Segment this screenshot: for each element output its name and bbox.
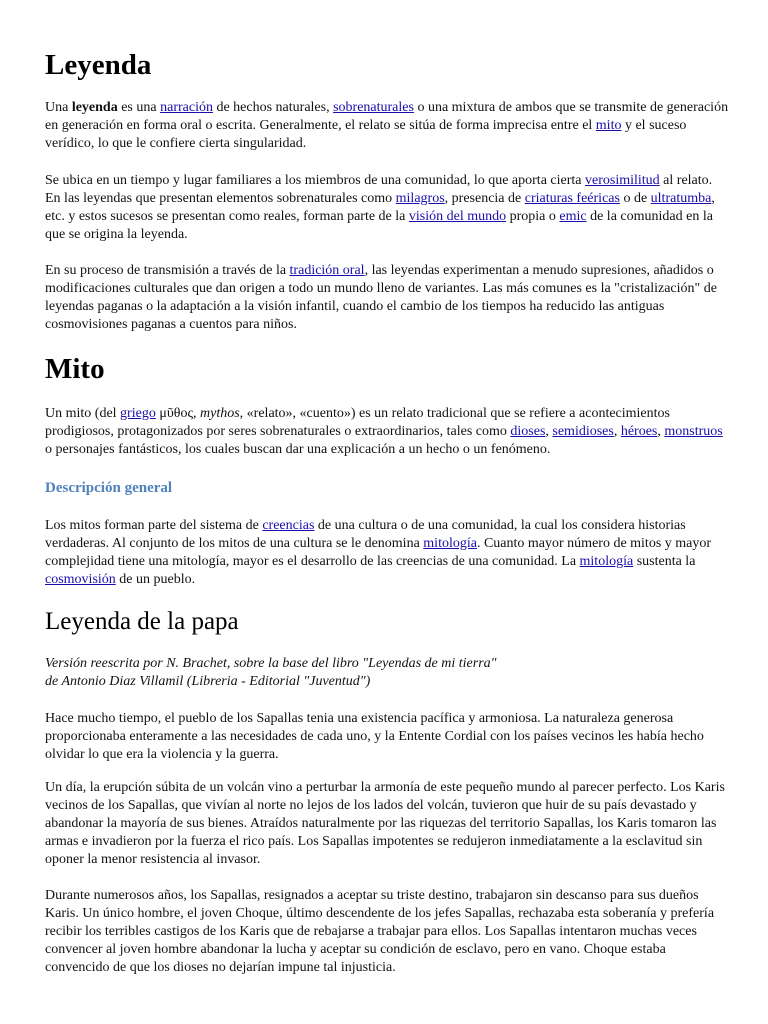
link-milagros[interactable]: milagros — [395, 191, 445, 206]
heading-mito: Mito — [45, 353, 105, 385]
link-griego[interactable]: griego — [120, 406, 156, 421]
text: de un pueblo. — [115, 572, 196, 587]
paragraph-mito-descripcion — [45, 517, 731, 589]
text: , las leyendas experimentan a menudo supresiones, añadidos o modificaciones culturales que dan origen a todo un mundo lleno de variantes. Las más comunes es la "cristalización" de leyendas paganas o la adaptación a la visión infantil, cuando el cambio de los tiempos ha reducido las antiguas cosmovisiones paganas a cuentos para niños. — [45, 263, 717, 332]
text: o personajes fantásticos, los cuales buscan dar una explicación a un hecho o un fenómeno. — [45, 442, 551, 457]
link-narracion[interactable]: narración — [160, 100, 213, 115]
link-mitologia-2[interactable]: mitología — [579, 554, 634, 569]
text: , — [545, 424, 553, 439]
heading-leyenda: Leyenda — [45, 49, 152, 81]
paragraph-mito-definition — [45, 405, 731, 459]
link-mitologia[interactable]: mitología — [423, 536, 477, 551]
text: de hechos naturales, — [212, 100, 334, 115]
italic-mythos: mythos — [200, 406, 240, 421]
link-creencias[interactable]: creencias — [262, 518, 315, 533]
paragraph-papa-3: Durante numerosos años, los Sapallas, resignados a aceptar su triste destino, trabajaron sin descanso para sus dueños Karis. Un único hombre, el joven Choque, último descendente de los jefes Sapallas, rechazaba esta soberanía y prefería recibir los terribles castigos de los Karis que de rebajarse a trabajar para ellos. Los Sapallas intentaron muchas veces convencer al joven hombre abandonar la lucha y aceptar su condición de esclavo, pero en vano. Choque estaba convencido de que los dioses no dejarían impune tal injusticia. — [45, 888, 715, 975]
text: es una — [117, 100, 161, 115]
link-monstruos[interactable]: monstruos — [664, 424, 723, 439]
link-semidioses[interactable]: semidioses — [552, 424, 614, 439]
text: o una mixtura de ambos que se transmite de generación en generación en forma oral o escrita. Generalmente, el relato se sitúa de forma imprecisa entre el — [45, 100, 729, 133]
text: sustenta la — [633, 554, 696, 569]
text: Los mitos forman parte del sistema de — [45, 518, 263, 533]
link-verosimilitud[interactable]: verosimilitud — [585, 173, 660, 188]
text: y el suceso verídico, lo que le confiere cierta singularidad. — [45, 118, 687, 151]
version-line-1: Versión reescrita por N. Brachet, sobre la base del libro "Leyendas de mi tierra" — [45, 656, 497, 671]
link-dioses[interactable]: dioses — [510, 424, 546, 439]
link-ultratumba[interactable]: ultratumba — [650, 191, 712, 206]
text: o de — [619, 191, 651, 206]
link-mito[interactable]: mito — [595, 118, 622, 133]
paragraph-papa-1: Hace mucho tiempo, el pueblo de los Sapallas tenia una existencia pacífica y armoniosa. La naturaleza generosa proporcionaba enteramente a las necesidades de cada uno, y la Entente Cordial con los países vecinos les había hecho olvidar lo que era la violencia y la guerra. — [45, 711, 704, 762]
heading-leyenda-de-la-papa: Leyenda de la papa — [45, 608, 239, 635]
text: . Cuanto mayor número de mitos y mayor complejidad tiene una mitología, mayor es el desarrollo de las creencias de una comunidad. La — [45, 536, 712, 569]
link-criaturas-feericas[interactable]: criaturas feéricas — [524, 191, 620, 206]
paragraph-leyenda-definition — [45, 99, 731, 153]
version-line-2: de Antonio Diaz Villamil (Libreria - Editorial "Juventud") — [45, 674, 371, 689]
text: Se ubica en un tiempo y lugar familiares a los miembros de una comunidad, lo que aporta cierta — [45, 173, 585, 188]
version-credit — [45, 655, 731, 691]
link-tradicion-oral[interactable]: tradición oral — [289, 263, 365, 278]
subheading-descripcion-general: Descripción general — [45, 480, 173, 496]
link-emic[interactable]: emic — [559, 209, 587, 224]
paragraph-leyenda-transmision — [45, 262, 731, 334]
text: propia o — [506, 209, 560, 224]
link-cosmovision[interactable]: cosmovisión — [45, 572, 116, 587]
text: al relato. En las leyendas que presentan elementos sobrenaturales como — [45, 173, 713, 206]
text: de una cultura o de una comunidad, la cual los considera historias verdaderas. Al conjunto de los mitos de una cultura se le denomina — [45, 518, 686, 551]
text: μῦθος, — [155, 406, 200, 421]
text: , presencia de — [444, 191, 525, 206]
text: , — [613, 424, 621, 439]
text: de la comunidad en la que se origina la leyenda. — [45, 209, 713, 242]
text: , — [657, 424, 665, 439]
text: , etc. y estos sucesos se presentan como reales, forman parte de la — [45, 191, 715, 224]
link-sobrenaturales[interactable]: sobrenaturales — [333, 100, 414, 115]
text: , «relato», «cuento») es un relato tradicional que se refiere a acontecimientos prodigiosos, protagonizados por seres sobrenaturales o extraordinarios, tales como — [45, 406, 670, 439]
link-heroes[interactable]: héroes — [620, 424, 658, 439]
paragraph-papa-2: Un día, la erupción súbita de un volcán vino a perturbar la armonía de este pequeño mundo al parecer perfecto. Los Karis vecinos de los Sapallas, que vivían al norte no lejos de los lados del volcán, tuvieron que huir de su país devastado y abandonar la mayoría de sus bienes. Atraídos naturalmente por las riquezas del territorio Sapallas, los Karis tomaron las armas e invadieron por la fuerza el rico país. Los Sapallas impotentes se redujeron inmediatamente a la esclavitud sin oponer la menor resistencia al invasor. — [45, 780, 725, 867]
paragraph-leyenda-context — [45, 172, 731, 244]
bold-leyenda: leyenda — [71, 100, 118, 115]
text: En su proceso de transmisión a través de la — [45, 263, 290, 278]
link-vision-del-mundo[interactable]: visión del mundo — [408, 209, 507, 224]
text: Un mito (del — [45, 406, 121, 421]
text: Una — [45, 100, 72, 115]
